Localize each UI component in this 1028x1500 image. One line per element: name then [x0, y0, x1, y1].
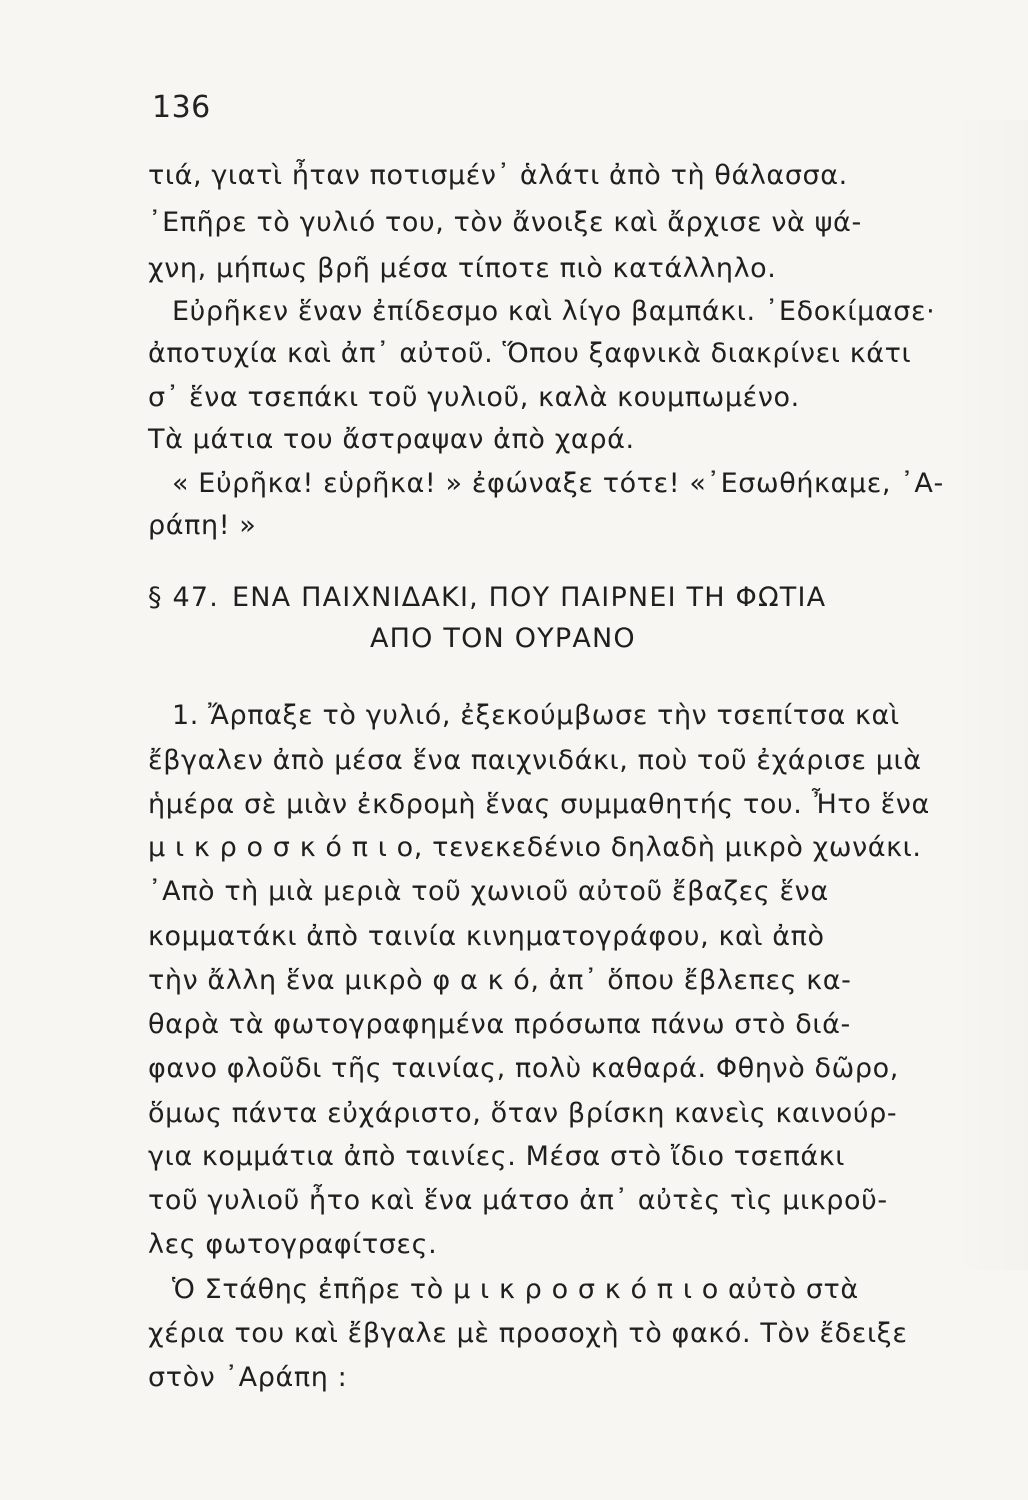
text-line: τὴν ἄλλη ἕνα μικρὸ φ α κ ό, ἀπ᾽ ὅπου ἔβλεπες κα- — [148, 965, 852, 996]
text-line: Εὐρῆκεν ἕναν ἐπίδεσμο καὶ λίγο βαμπάκι. ᾽Εδοκίμασε· — [172, 296, 936, 327]
section-title-line-1: ΕΝΑ ΠΑΙΧΝΙΔΑΚΙ, ΠΟΥ ΠΑΙΡΝΕΙ ΤΗ ΦΩΤΙΑ — [232, 582, 827, 613]
text-line: για κομμάτια ἀπὸ ταινίες. Μέσα στὸ ἴδιο τσεπάκι — [148, 1141, 846, 1172]
text-line: 1. Ἄρπαξε τὸ γυλιό, ἐξεκούμβωσε τὴν τσεπίτσα καὶ — [172, 700, 900, 731]
text-line: ἡμέρα σὲ μιὰν ἐκδρομὴ ἕνας συμμαθητής του. Ἦτο ἕνα — [148, 789, 930, 820]
text-line: στὸν ᾽Αράπη : — [148, 1362, 348, 1393]
text-line: φανο φλοῦδι τῆς ταινίας, πολὺ καθαρά. Φθηνὸ δῶρο, — [148, 1053, 899, 1084]
text-line: χέρια του καὶ ἔβγαλε μὲ προσοχὴ τὸ φακό. Τὸν ἔδειξε — [148, 1318, 908, 1349]
text-line: ὅμως πάντα εὐχάριστο, ὅταν βρίσκη κανεὶς καινούρ- — [148, 1098, 898, 1129]
text-line: Ὁ Στάθης ἐπῆρε τὸ μ ι κ ρ ο σ κ ό π ι ο αὐτὸ στὰ — [172, 1274, 859, 1305]
section-label: § 47. — [148, 582, 220, 613]
text-line: κομματάκι ἀπὸ ταινία κινηματογράφου, καὶ ἀπὸ — [148, 921, 825, 952]
text-line: λες φωτογραφίτσες. — [148, 1229, 438, 1260]
bleed-through-shading — [948, 120, 1028, 1270]
text-line: « Εὐρῆκα! εὑρῆκα! » ἐφώναξε τότε! «᾽Εσωθήκαμε, ᾽Α- — [172, 468, 944, 499]
text-line: ἀποτυχία καὶ ἀπ᾽ αὐτοῦ. Ὅπου ξαφνικὰ διακρίνει κάτι — [148, 338, 912, 369]
section-title-line-2: ΑΠΟ ΤΟΝ ΟΥΡΑΝΟ — [370, 623, 636, 654]
text-line: τοῦ γυλιοῦ ἦτο καὶ ἕνα μάτσο ἀπ᾽ αὐτὲς τὶς μικροῦ- — [148, 1185, 888, 1216]
text-line: μ ι κ ρ ο σ κ ό π ι ο, τενεκεδένιο δηλαδὴ μικρὸ χωνάκι. — [148, 832, 922, 863]
text-line: σ᾽ ἕνα τσεπάκι τοῦ γυλιοῦ, καλὰ κουμπωμένο. — [148, 382, 800, 413]
text-line: χνη, μήπως βρῆ μέσα τίποτε πιὸ κατάλληλο. — [148, 253, 777, 284]
text-line: Τὰ μάτια του ἄστραψαν ἀπὸ χαρά. — [148, 424, 635, 455]
text-line: θαρὰ τὰ φωτογραφημένα πρόσωπα πάνω στὸ διά- — [148, 1009, 851, 1040]
text-line: ᾽Απὸ τὴ μιὰ μεριὰ τοῦ χωνιοῦ αὐτοῦ ἔβαζες ἕνα — [148, 876, 829, 907]
page-number: 136 — [152, 90, 211, 125]
text-line: ράπη! » — [148, 510, 257, 541]
text-line: ἔβγαλεν ἀπὸ μέσα ἕνα παιχνιδάκι, ποὺ τοῦ ἐχάρισε μιὰ — [148, 745, 922, 776]
text-line: ᾽Επῆρε τὸ γυλιό του, τὸν ἄνοιξε καὶ ἄρχισε νὰ ψά- — [148, 207, 862, 238]
text-line: τιά, γιατὶ ἦταν ποτισμέν᾽ ἁλάτι ἀπὸ τὴ θάλασσα. — [148, 160, 848, 191]
